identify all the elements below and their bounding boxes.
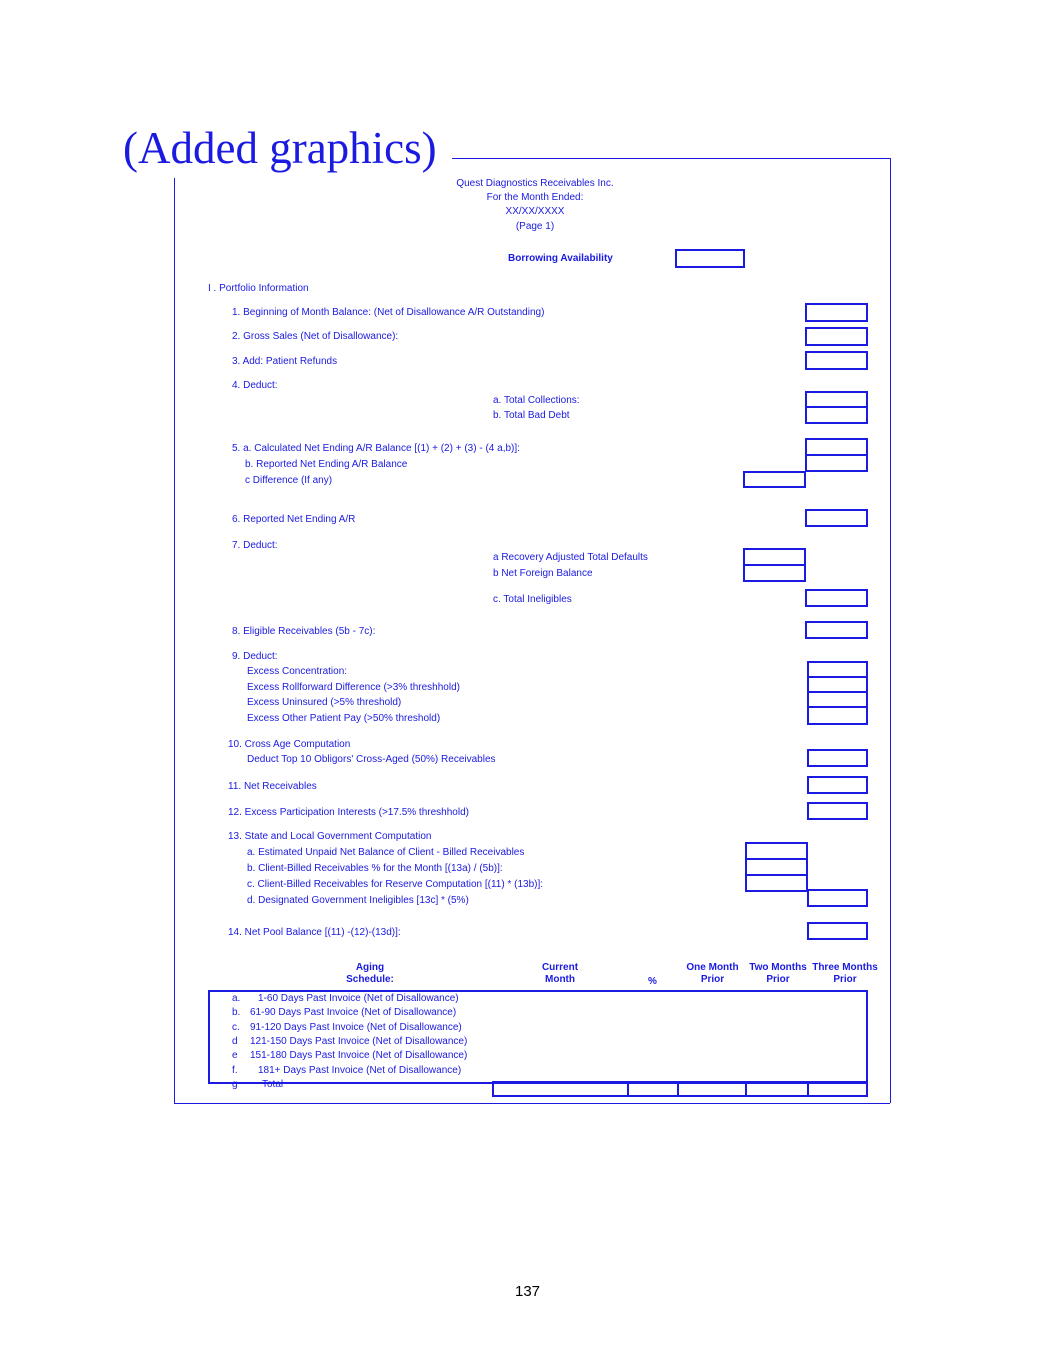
line-9d-label: Excess Other Patient Pay (>50% threshold) (247, 713, 441, 724)
aging-row-label: Total (262, 1078, 284, 1090)
aging-row-letter: g (232, 1078, 238, 1090)
page-label: (Page 1) (515, 221, 555, 232)
frame-left-line (174, 178, 175, 1103)
frame-top-line (452, 158, 891, 159)
aging-header-two-months: Two Months Prior (749, 962, 807, 985)
line-13-label: 13. State and Local Government Computation (228, 831, 432, 842)
line-13c-box[interactable] (745, 874, 808, 892)
aging-row-letter: e (232, 1050, 238, 1062)
aging-row-label: 91-120 Days Past Invoice (Net of Disallowance) (250, 1021, 462, 1033)
line-12-box[interactable] (807, 802, 868, 820)
borrowing-availability-box[interactable] (675, 249, 745, 268)
page-number: 137 (514, 1283, 541, 1300)
section-portfolio-title: I . Portfolio Information (208, 283, 309, 294)
frame-bottom-line (174, 1103, 890, 1104)
line-10-box[interactable] (807, 749, 868, 767)
aging-header-current-month: Current Month (541, 962, 579, 985)
line-6-label: 6. Reported Net Ending A/R (232, 514, 356, 525)
company-name: Quest Diagnostics Receivables Inc. (456, 178, 614, 189)
total-three-months-box[interactable] (807, 1081, 868, 1097)
line-11-label: 11. Net Receivables (228, 781, 317, 792)
aging-row-label: 151-180 Days Past Invoice (Net of Disallowance) (250, 1050, 468, 1062)
aging-row-label: 1-60 Days Past Invoice (Net of Disallowance) (258, 993, 459, 1004)
line-2-box[interactable] (805, 327, 868, 346)
line-5b-label: b. Reported Net Ending A/R Balance (245, 459, 408, 470)
line-10a-label: Deduct Top 10 Obligors' Cross-Aged (50%) Receivables (247, 754, 496, 765)
borrowing-availability-label: Borrowing Availability (508, 253, 613, 264)
line-5a-label: 5. a. Calculated Net Ending A/R Balance [(1) + (2) + (3) - (4 a,b)]: (232, 443, 520, 454)
aging-row-letter: c. (232, 1021, 240, 1033)
aging-row-letter: d (232, 1035, 238, 1047)
line-9b-label: Excess Rollforward Difference (>3% threshhold) (247, 682, 460, 693)
total-two-months-box[interactable] (745, 1081, 809, 1097)
date-placeholder: XX/XX/XXXX (505, 206, 565, 217)
line-10-label: 10. Cross Age Computation (228, 739, 351, 750)
aging-header-three-months: Three Months Prior (812, 962, 878, 985)
line-13d-box[interactable] (807, 889, 868, 907)
line-8-box[interactable] (805, 621, 868, 639)
line-4a-label: a. Total Collections: (493, 395, 580, 406)
line-12-label: 12. Excess Participation Interests (>17.5% threshhold) (228, 807, 469, 818)
aging-row-label: 61-90 Days Past Invoice (Net of Disallowance) (250, 1007, 457, 1019)
line-7b-box[interactable] (743, 564, 806, 582)
line-3-box[interactable] (805, 351, 868, 370)
line-9c-label: Excess Uninsured (>5% threshold) (247, 697, 402, 708)
line-7c-label: c. Total Ineligibles (493, 594, 572, 605)
line-7a-label: a Recovery Adjusted Total Defaults (493, 552, 648, 563)
aging-header-one-month: One Month Prior (686, 962, 739, 985)
month-ended-label: For the Month Ended: (486, 192, 584, 203)
line-14-box[interactable] (807, 922, 868, 940)
line-5c-box[interactable] (743, 471, 806, 488)
line-5b-box[interactable] (805, 454, 868, 472)
total-percent-box[interactable] (627, 1081, 679, 1097)
aging-header-schedule: Aging Schedule: (346, 962, 394, 985)
line-1-box[interactable] (805, 303, 868, 322)
aging-row-letter: a. (232, 993, 241, 1004)
aging-header-percent: % (648, 976, 657, 987)
line-9d-box[interactable] (807, 706, 868, 725)
line-13a-label: a. Estimated Unpaid Net Balance of Client - Billed Receivables (247, 847, 525, 858)
line-4b-label: b. Total Bad Debt (493, 410, 570, 421)
line-13b-label: b. Client-Billed Receivables % for the Month [(13a) / (5b)]: (247, 863, 503, 874)
line-9-label: 9. Deduct: (232, 651, 278, 662)
line-9a-label: Excess Concentration: (247, 666, 348, 677)
line-3-label: 3. Add: Patient Refunds (232, 356, 338, 367)
line-4b-box[interactable] (805, 406, 868, 424)
line-1-label: 1. Beginning of Month Balance: (Net of Disallowance A/R Outstanding) (232, 307, 545, 318)
line-7c-box[interactable] (805, 589, 868, 607)
line-7b-label: b Net Foreign Balance (493, 568, 593, 579)
frame-right-line (890, 158, 891, 1103)
aging-row-letter: b. (232, 1007, 241, 1019)
line-2-label: 2. Gross Sales (Net of Disallowance): (232, 331, 399, 342)
line-11-box[interactable] (807, 776, 868, 794)
total-current-box[interactable] (492, 1081, 629, 1097)
line-8-label: 8. Eligible Receivables (5b - 7c): (232, 626, 376, 637)
line-14-label: 14. Net Pool Balance [(11) -(12)-(13d)]: (228, 927, 401, 938)
aging-row-label: 121-150 Days Past Invoice (Net of Disallowance) (250, 1035, 468, 1047)
line-6-box[interactable] (805, 509, 868, 527)
total-one-month-box[interactable] (677, 1081, 747, 1097)
line-13c-label: c. Client-Billed Receivables for Reserve Computation [(11) * (13b)]: (247, 879, 544, 890)
line-13d-label: d. Designated Government Ineligibles [13c] * (5%) (247, 895, 469, 906)
line-7-label: 7. Deduct: (232, 540, 278, 551)
added-graphics-label: (Added graphics) (123, 123, 437, 173)
line-5c-label: c Difference (If any) (245, 475, 333, 486)
line-4-label: 4. Deduct: (232, 380, 278, 391)
aging-row-label: 181+ Days Past Invoice (Net of Disallowance) (258, 1064, 462, 1076)
aging-row-letter: f. (232, 1064, 238, 1076)
